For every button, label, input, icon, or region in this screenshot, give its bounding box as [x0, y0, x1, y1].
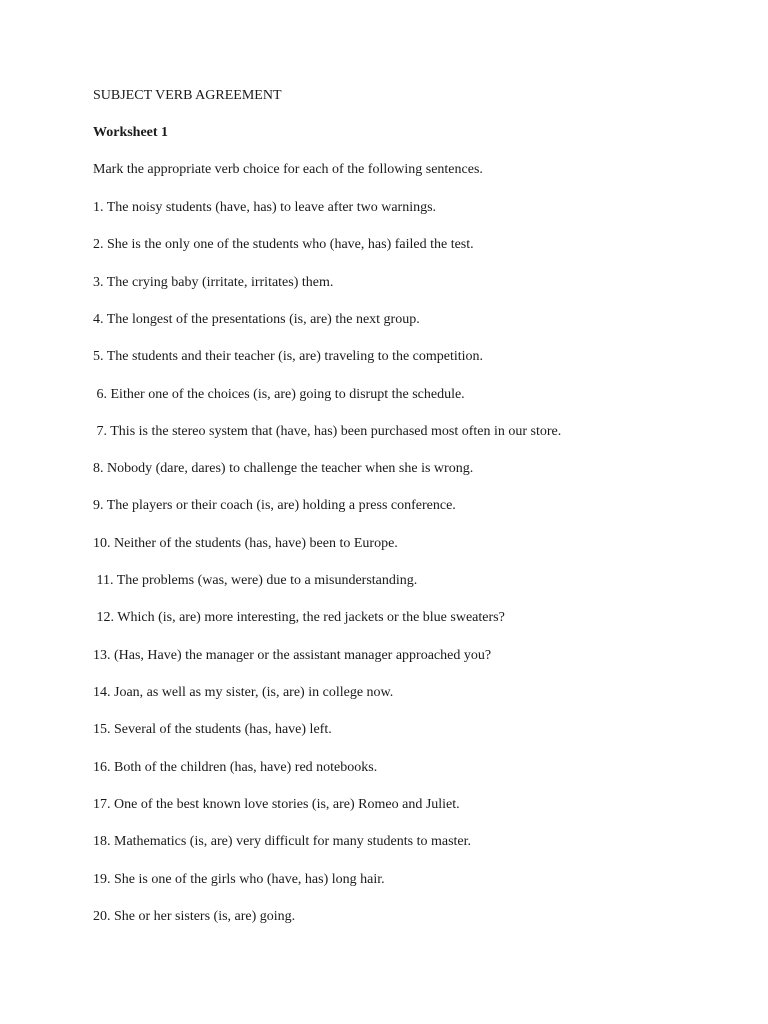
- sentence-item: 13. (Has, Have) the manager or the assistant manager approached you?: [93, 648, 492, 663]
- sentence-item: 3. The crying baby (irritate, irritates) them.: [93, 275, 334, 290]
- sentence-item: 14. Joan, as well as my sister, (is, are) in college now.: [93, 685, 394, 700]
- sentence-item: 2. She is the only one of the students who (have, has) failed the test.: [93, 237, 474, 252]
- sentence-item: 7. This is the stereo system that (have, has) been purchased most often in our store.: [93, 424, 562, 439]
- sentence-item: 10. Neither of the students (has, have) been to Europe.: [93, 536, 398, 551]
- document-title: SUBJECT VERB AGREEMENT: [93, 88, 282, 103]
- sentence-item: 17. One of the best known love stories (is, are) Romeo and Juliet.: [93, 797, 460, 812]
- sentence-item: 12. Which (is, are) more interesting, the red jackets or the blue sweaters?: [93, 610, 505, 625]
- instructions: Mark the appropriate verb choice for each of the following sentences.: [93, 162, 483, 177]
- sentence-item: 6. Either one of the choices (is, are) going to disrupt the schedule.: [93, 387, 465, 402]
- sentence-item: 9. The players or their coach (is, are) holding a press conference.: [93, 498, 456, 513]
- sentence-item: 19. She is one of the girls who (have, has) long hair.: [93, 872, 385, 887]
- sentence-item: 1. The noisy students (have, has) to leave after two warnings.: [93, 200, 437, 215]
- sentence-item: 5. The students and their teacher (is, are) traveling to the competition.: [93, 349, 484, 364]
- sentence-item: 8. Nobody (dare, dares) to challenge the teacher when she is wrong.: [93, 461, 474, 476]
- sentence-item: 20. She or her sisters (is, are) going.: [93, 909, 296, 924]
- worksheet-label: Worksheet 1: [93, 125, 169, 140]
- sentence-item: 16. Both of the children (has, have) red notebooks.: [93, 760, 378, 775]
- sentence-item: 4. The longest of the presentations (is, are) the next group.: [93, 312, 420, 327]
- sentence-item: 15. Several of the students (has, have) left.: [93, 722, 332, 737]
- sentence-item: 18. Mathematics (is, are) very difficult for many students to master.: [93, 834, 472, 849]
- sentence-item: 11. The problems (was, were) due to a misunderstanding.: [93, 573, 418, 588]
